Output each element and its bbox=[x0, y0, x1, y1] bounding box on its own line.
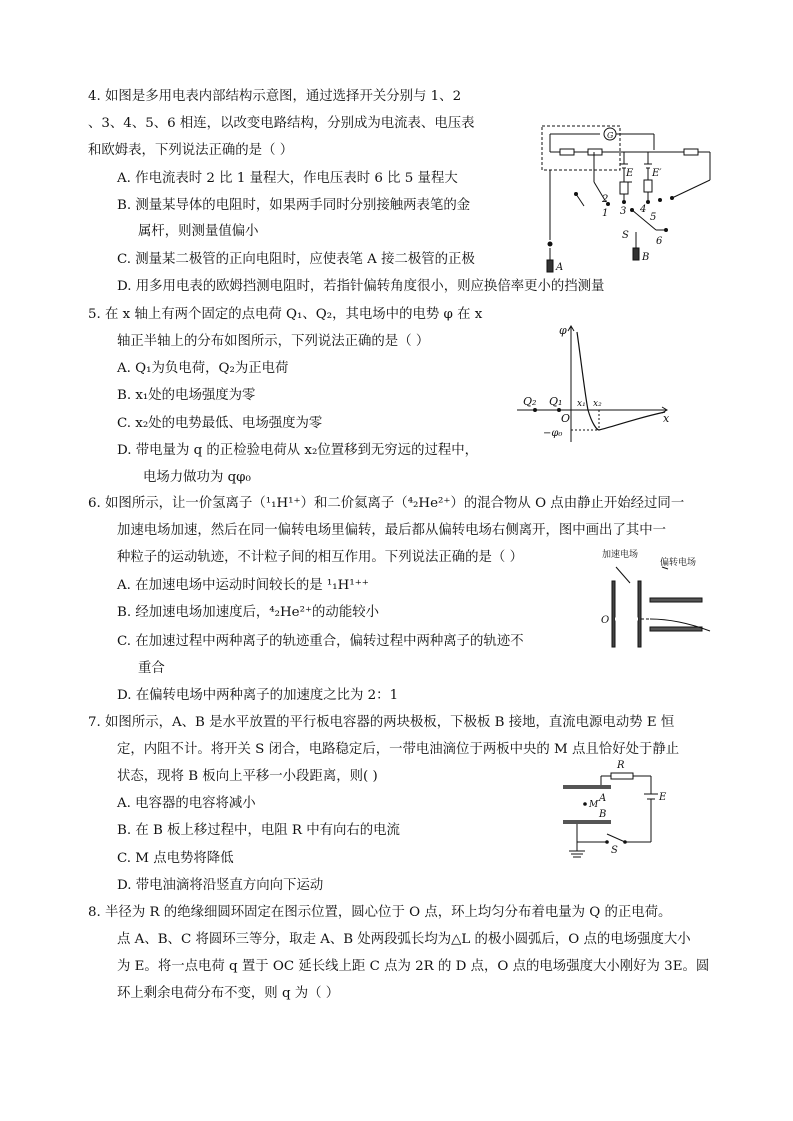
q7-label-s: S bbox=[611, 845, 618, 856]
q7-label-e: E bbox=[659, 792, 667, 803]
q4-option-d: D. 用多用电表的欧姆挡测电阻时，若指针偏转角度很小，则应换倍率更小的挡测量 bbox=[117, 279, 605, 294]
q6-stem-line2: 加速电场加速，然后在同一偏转电场里偏转，最后都从偏转电场右侧离开，图中画出了其中一 bbox=[117, 523, 667, 538]
q4-terminal-4: 4 bbox=[640, 204, 647, 215]
q4-emf-e-label: E bbox=[626, 168, 634, 179]
q6-option-b: B. 经加速电场加速度后，⁴₂He²⁺的动能较小 bbox=[117, 605, 379, 620]
q4-terminal-6: 6 bbox=[656, 236, 663, 247]
q7-stem-line2: 定，内阻不计。将开关 S 闭合，电路稳定后，一带电油滴位于两板中央的 M 点且恰好处于静止 bbox=[117, 742, 680, 757]
q5-potential-graph bbox=[515, 320, 677, 445]
q6-stem-line1: 6. 如图所示，让一价氢离子（¹₁H¹⁺）和二价氦离子（⁴₂He²⁺）的混合物从 O 点由静止开始经过同一 bbox=[88, 496, 685, 511]
q4-option-b-line1: B. 测量某导体的电阻时，如果两手同时分别接触两表笔的金 bbox=[117, 198, 471, 213]
q7-label-a: A bbox=[599, 793, 607, 804]
q5-option-c: C. x₂处的电势最低、电场强度为零 bbox=[117, 416, 323, 431]
q7-capacitor-circuit bbox=[555, 754, 680, 860]
q4-terminal-3: 3 bbox=[620, 206, 627, 217]
q6-option-a: A. 在加速电场中运动时间较长的是 ¹₁H¹⁺⁺ bbox=[117, 578, 369, 593]
q4-galvanometer-label: G bbox=[607, 131, 614, 140]
q4-stem-line2: 、3、4、5、6 相连，以改变电路结构，分别成为电流表、电压表 bbox=[88, 116, 475, 131]
q4-option-a: A. 作电流表时 2 比 1 量程大，作电压表时 6 比 5 量程大 bbox=[117, 171, 458, 186]
q4-terminal-5: 5 bbox=[650, 212, 657, 223]
q5-stem-line2: 轴正半轴上的分布如图所示，下列说法正确的是（ ） bbox=[117, 334, 430, 349]
q6-option-d: D. 在偏转电场中两种离子的加速度之比为 2：1 bbox=[117, 688, 399, 703]
q5-label-x1: x₁ bbox=[577, 399, 586, 409]
q4-option-b-line2: 属杆，则测量值偏小 bbox=[138, 224, 259, 239]
q5-label-x2: x₂ bbox=[593, 399, 602, 409]
q7-option-d: D. 带电油滴将沿竖直方向向下运动 bbox=[117, 878, 324, 893]
q5-axis-phi: φ bbox=[559, 324, 567, 337]
q6-label-o: O bbox=[601, 615, 610, 626]
q8-stem-line4: 环上剩余电荷分布不变，则 q 为（ ） bbox=[117, 986, 340, 1001]
q5-option-b: B. x₁处的电场强度为零 bbox=[117, 388, 256, 403]
q5-option-d-line1: D. 带电量为 q 的正检验电荷从 x₂位置移到无穷远的过程中， bbox=[117, 443, 479, 458]
q5-option-a: A. Q₁为负电荷，Q₂为正电荷 bbox=[117, 361, 289, 376]
q4-terminal-1: 1 bbox=[602, 208, 609, 219]
q6-option-c-line1: C. 在加速过程中两种离子的轨迹重合，偏转过程中两种离子的轨迹不 bbox=[117, 634, 524, 649]
q4-option-c: C. 测量某二极管的正向电阻时，应使表笔 A 接二极管的正极 bbox=[117, 252, 475, 267]
q4-switch-s: S bbox=[622, 230, 629, 241]
q5-label-phi0: −φ₀ bbox=[543, 428, 563, 439]
q6-option-c-line2: 重合 bbox=[138, 661, 165, 676]
q6-label-acceleration-field: 加速电场 bbox=[602, 550, 639, 560]
q7-stem-line3: 状态，现将 B 板向上平移一小段距离，则( ) bbox=[117, 769, 378, 784]
q7-option-c: C. M 点电势将降低 bbox=[117, 851, 234, 866]
q5-stem-line1: 5. 在 x 轴上有两个固定的点电荷 Q₁、Q₂，其电场中的电势 φ 在 x bbox=[88, 307, 483, 322]
q6-field-diagram bbox=[598, 545, 718, 655]
q4-terminal-2: 2 bbox=[602, 194, 609, 205]
q5-label-q2: Q₂ bbox=[523, 395, 537, 408]
q7-label-r: R bbox=[617, 760, 625, 771]
q5-axis-x: x bbox=[663, 412, 670, 425]
q7-label-m: M bbox=[589, 800, 599, 810]
q7-stem-line1: 7. 如图所示，A、B 是水平放置的平行板电容器的两块极板，下极板 B 接地，直流电源电动势 E 恒 bbox=[88, 715, 675, 730]
q7-option-b: B. 在 B 板上移过程中，电阻 R 中有向右的电流 bbox=[117, 823, 400, 838]
q5-origin-o: O bbox=[561, 412, 571, 425]
q4-emf-e2-label: E′ bbox=[652, 168, 662, 179]
q6-stem-line3: 种粒子的运动轨迹，不计粒子间的相互作用。下列说法正确的是（ ） bbox=[117, 550, 523, 565]
q7-option-a: A. 电容器的电容将减小 bbox=[117, 796, 256, 811]
q5-label-q1: Q₁ bbox=[549, 395, 563, 408]
q8-stem-line3: 为 E。将一点电荷 q 置于 OC 延长线上距 C 点为 2R 的 D 点，O 点的电场强度大小刚好为 3E。圆 bbox=[117, 959, 710, 974]
q8-stem-line2: 点 A、B、C 将圆环三等分，取走 A、B 处两段弧长均为△L 的极小圆弧后，O 点的电场强度大小 bbox=[117, 932, 691, 947]
q4-probe-b: B bbox=[642, 252, 650, 263]
q4-stem-line1: 4. 如图是多用电表内部结构示意图，通过选择开关分别与 1、2 bbox=[88, 89, 462, 104]
q7-label-b: B bbox=[599, 809, 607, 820]
q8-stem-line1: 8. 半径为 R 的绝缘细圆环固定在图示位置，圆心位于 O 点，环上均匀分布着电量为 Q 的正电荷。 bbox=[88, 905, 672, 920]
q4-probe-a: A bbox=[556, 262, 564, 273]
q4-stem-line3: 和欧姆表，下列说法正确的是（ ） bbox=[88, 143, 294, 158]
q6-label-deflection-field: 偏转电场 bbox=[660, 558, 697, 568]
q4-multimeter-diagram bbox=[536, 120, 716, 275]
q5-option-d-line2: 电场力做功为 qφ₀ bbox=[143, 470, 251, 485]
